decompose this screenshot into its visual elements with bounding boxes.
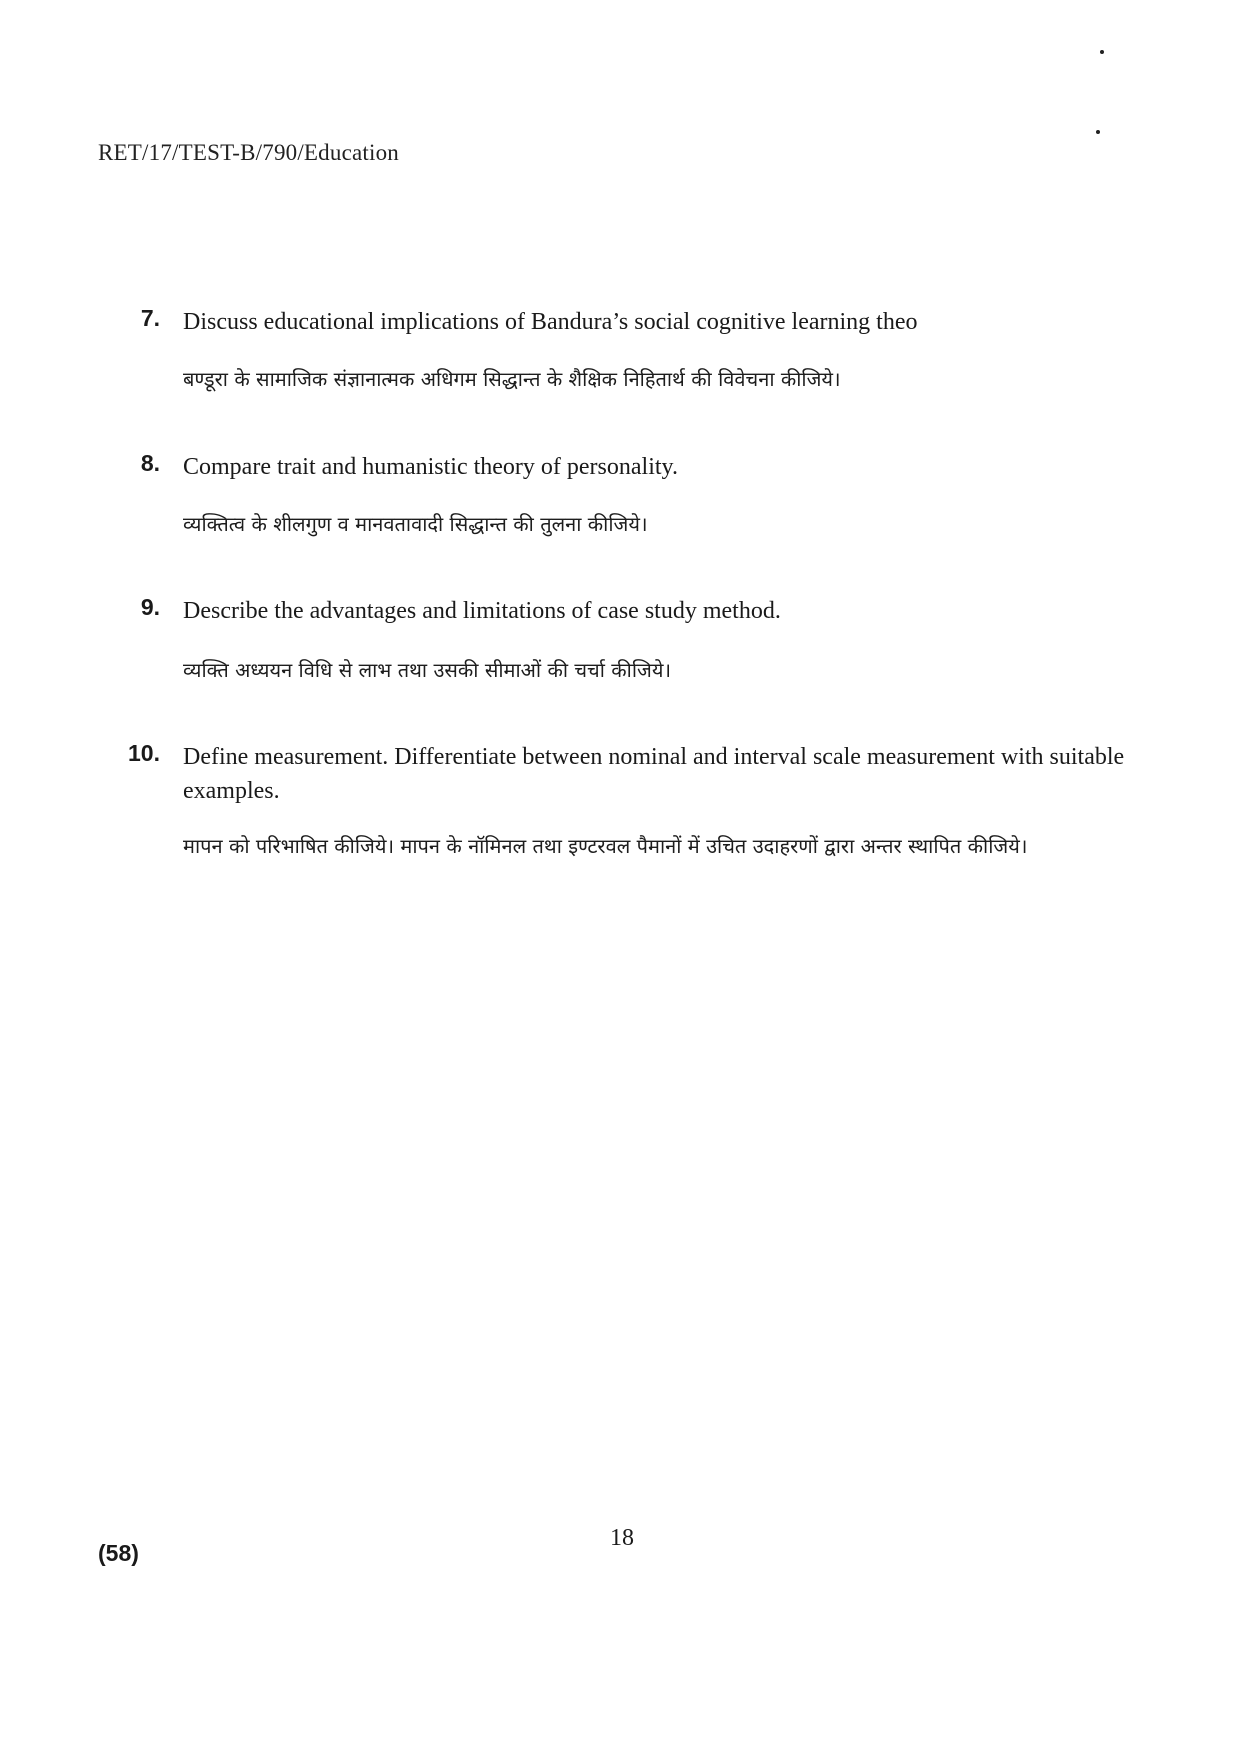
question-text-hindi: बण्डूरा के सामाजिक संज्ञानात्मक अधिगम सिद्धान्त के शैक्षिक निहितार्थ की विवेचना कीजिये। bbox=[183, 367, 841, 391]
scan-mark bbox=[1096, 130, 1100, 134]
question-number: 8. bbox=[140, 450, 160, 476]
footer-code: (58) bbox=[98, 1540, 139, 1566]
question-number: 9. bbox=[140, 594, 160, 620]
question-text-english: Compare trait and humanistic theory of personality. bbox=[183, 454, 678, 480]
question-number: 10. bbox=[128, 740, 160, 766]
question-text-english: Define measurement. Differentiate between nominal and interval scale measurement with suitable examples. bbox=[183, 744, 1125, 804]
question-text-hindi: व्यक्ति अध्ययन विधि से लाभ तथा उसकी सीमाओं की चर्चा कीजिये। bbox=[183, 658, 672, 682]
question-number: 7. bbox=[140, 305, 160, 331]
question-text-hindi: मापन को परिभाषित कीजिये। मापन के नॉमिनल तथा इण्टरवल पैमानों में उचित उदाहरणों द्वारा अन्तर स्थापित कीजिये। bbox=[183, 834, 1028, 858]
question-text-hindi: व्यक्तित्व के शीलगुण व मानवतावादी सिद्धान्त की तुलना कीजिये। bbox=[183, 512, 648, 536]
page-number: 18 bbox=[610, 1525, 634, 1551]
question-text-english: Describe the advantages and limitations of case study method. bbox=[183, 598, 781, 624]
question-text-english: Discuss educational implications of Bandura’s social cognitive learning theo bbox=[183, 309, 918, 335]
scan-mark bbox=[1100, 50, 1104, 54]
document-code: RET/17/TEST-B/790/Education bbox=[98, 140, 399, 165]
